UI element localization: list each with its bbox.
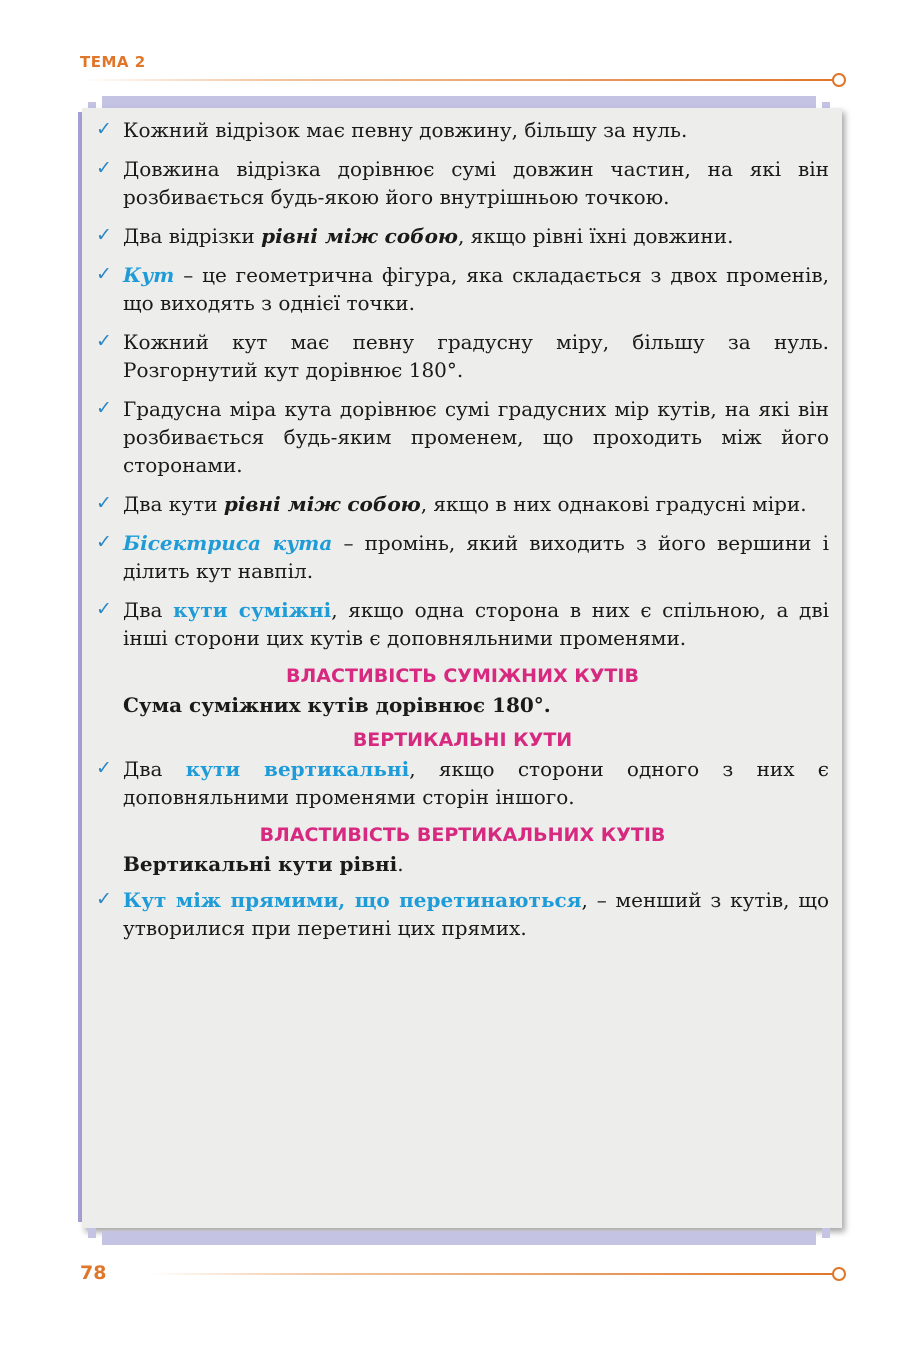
checkmark-icon: ✓: [96, 397, 112, 419]
checkmark-icon: ✓: [96, 531, 112, 553]
item-text: Градусна міра кута дорівнює сумі градусних мір кутів, на які він розбивається будь-яким променем, що проходить між його сторонами.: [123, 397, 829, 477]
list-item: [96, 490, 829, 518]
term-vertical-angles: кути вертикальні: [185, 757, 410, 781]
vertical-property-statement: [96, 850, 829, 878]
item-text: Довжина відрізка дорівнює сумі довжин частин, на які він розбивається будь-якою його внутрішньою точкою.: [123, 157, 829, 209]
list-item: [96, 328, 829, 384]
heading-vertical-property: ВЛАСТИВІСТЬ ВЕРТИКАЛЬНИХ КУТІВ: [259, 824, 666, 846]
list-item: [96, 222, 829, 250]
list-item: [96, 886, 829, 942]
statement-end: .: [397, 852, 404, 876]
item-text: Два: [123, 757, 186, 781]
item-text: – це геометрична фігура, яка складається з двох променів, що виходять з однієї точки.: [123, 263, 829, 315]
list-item: [96, 155, 829, 211]
frame-bottom-tab: [102, 1231, 816, 1245]
list-item: [96, 116, 829, 144]
item-text: , якщо в них однакові градусні міри.: [420, 492, 807, 516]
term-adjacent-angles: кути суміжні: [173, 598, 332, 622]
item-text: Два кути: [123, 492, 224, 516]
footer-rule: [150, 1273, 834, 1275]
list-item: [96, 395, 829, 479]
checkmark-icon: ✓: [96, 757, 112, 779]
list-item: [96, 529, 829, 585]
checkmark-icon: ✓: [96, 492, 112, 514]
list-item: [96, 261, 829, 317]
header-rule: [80, 79, 834, 81]
term-bisector: Бісектриса кута: [123, 531, 333, 555]
checkmark-icon: ✓: [96, 118, 112, 140]
item-text: , – менший з кутів, що утворилися при перетині цих прямих.: [123, 888, 829, 940]
footer-rule-end-circle: [832, 1267, 846, 1281]
checkmark-icon: ✓: [96, 263, 112, 285]
item-text: , якщо рівні їхні довжини.: [457, 224, 734, 248]
heading-adjacent-property: ВЛАСТИВІСТЬ СУМІЖНИХ КУТІВ: [286, 665, 639, 687]
list-item: [96, 596, 829, 652]
item-text: Два: [123, 598, 174, 622]
topic-label: ТЕМА 2: [80, 53, 146, 71]
checkmark-icon: ✓: [96, 224, 112, 246]
checkmark-icon: ✓: [96, 330, 112, 352]
term-angle: Кут: [123, 263, 175, 287]
page-number: 78: [80, 1262, 107, 1284]
item-text: , якщо сторони одного з них є доповняльними променями сторін іншого.: [123, 757, 830, 809]
item-text: – промінь, який виходить з його вершини і ділить кут навпіл.: [123, 531, 830, 583]
heading-vertical-angles: ВЕРТИКАЛЬНІ КУТИ: [352, 729, 573, 751]
item-text: , якщо одна сторона в них є спільною, а дві інші сторони цих кутів є доповняльними променями.: [123, 598, 830, 650]
term-equal-angles: рівні між собою: [223, 492, 421, 516]
header-rule-end-circle: [832, 73, 846, 87]
checkmark-icon: ✓: [96, 157, 112, 179]
item-text: Кожний кут має певну градусну міру, більшу за нуль. Розгорнутий кут дорівнює 180°.: [123, 330, 829, 382]
frame-nub: [822, 1228, 830, 1238]
frame-nub: [88, 1228, 96, 1238]
summary-content: [96, 116, 829, 953]
list-item: [96, 755, 829, 811]
checkmark-icon: ✓: [96, 888, 112, 910]
term-equal-segments: рівні між собою: [261, 224, 458, 248]
adjacent-property-statement: Сума суміжних кутів дорівнює 180°.: [123, 693, 551, 717]
item-text: Два відрізки: [123, 224, 262, 248]
item-text: Кожний відрізок має певну довжину, більшу за нуль.: [123, 118, 688, 142]
term-angle-between-lines: Кут між прямими, що перетинаються: [123, 888, 582, 912]
statement-bold: Вертикальні кути рівні: [123, 852, 398, 876]
checkmark-icon: ✓: [96, 598, 112, 620]
